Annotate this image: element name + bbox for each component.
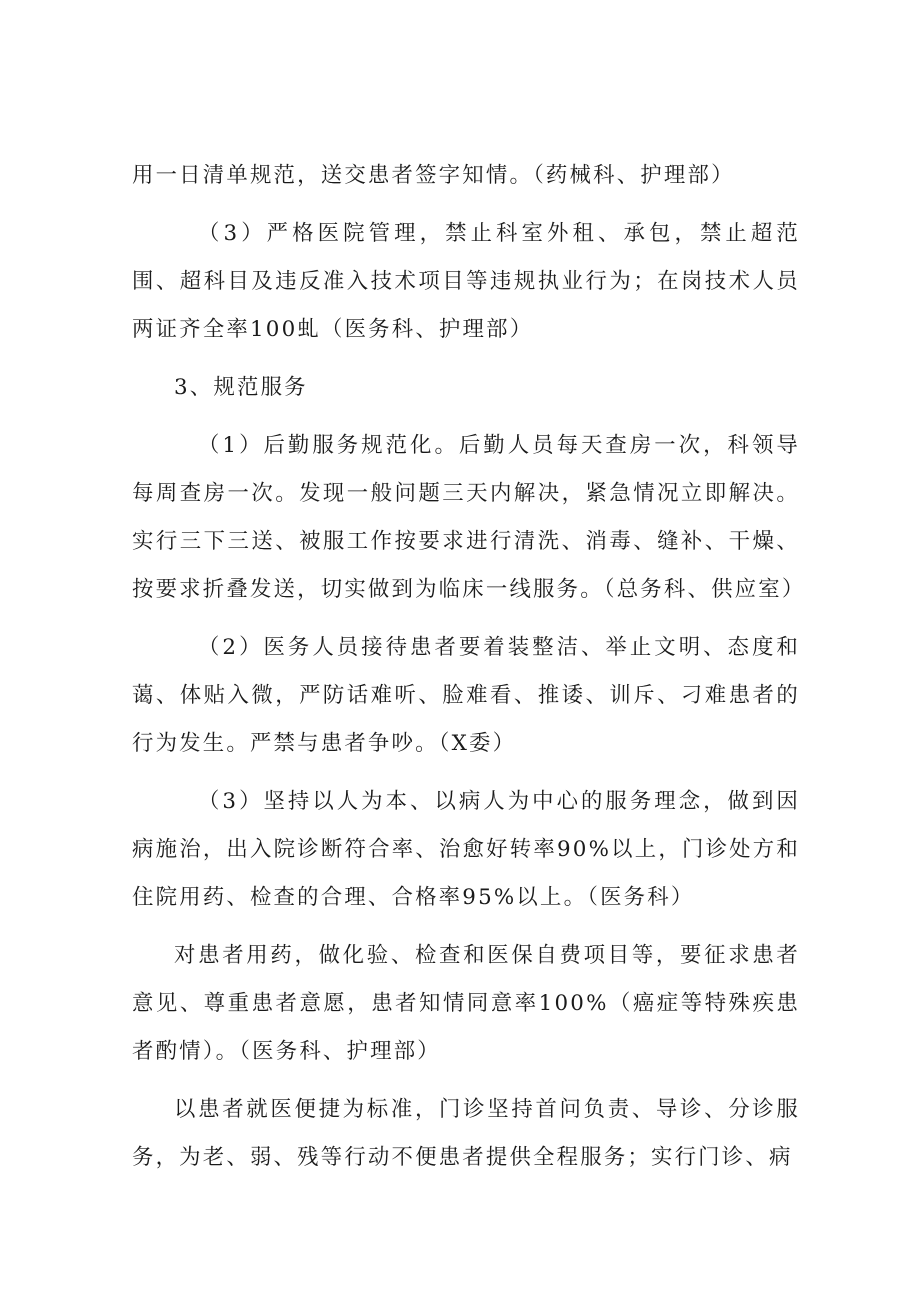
- paragraph-convenient-care: 以患者就医便捷为标准，门诊坚持首问负责、导诊、分诊服务，为老、弱、残等行动不便患者提供全程服务；实行门诊、病: [132, 1097, 800, 1170]
- section-heading-standard-service: 3、规范服务: [174, 375, 308, 400]
- paragraph-logistics-service: （1）后勤服务规范化。后勤人员每天查房一次，科领导每周查房一次。发现一般问题三天内解决，紧急情况立即解决。实行三下三送、被服工作按要求进行清洗、消毒、缝补、干燥、按要求折叠发送，切实做到为临床一线服务。（总务科、供应室）: [132, 433, 806, 602]
- paragraph-continuation: 用一日清单规范，送交患者签字知情。（药械科、护理部）: [132, 163, 735, 188]
- paragraph-informed-consent: 对患者用药，做化验、检查和医保自费项目等，要征求患者意见、尊重患者意愿，患者知情同意率100%（癌症等特殊疾患者酌情）。（医务科、护理部）: [132, 943, 800, 1064]
- paragraph-hospital-management: （3）严格医院管理，禁止科室外租、承包，禁止超范围、超科目及违反准入技术项目等违规执业行为；在岗技术人员两证齐全率100虬（医务科、护理部）: [132, 221, 800, 342]
- paragraph-patient-centered: （3）坚持以人为本、以病人为中心的服务理念，做到因病施治，出入院诊断符合率、治愈好转率90%以上，门诊处方和住院用药、检查的合理、合格率95%以上。（医务科）: [132, 789, 800, 910]
- document-body: [132, 152, 806, 1192]
- paragraph-medical-staff-conduct: （2）医务人员接待患者要着装整洁、举止文明、态度和蔼、体贴入微，严防话难听、脸难看、推诿、训斥、刁难患者的行为发生。严禁与患者争吵。（X委）: [132, 635, 800, 756]
